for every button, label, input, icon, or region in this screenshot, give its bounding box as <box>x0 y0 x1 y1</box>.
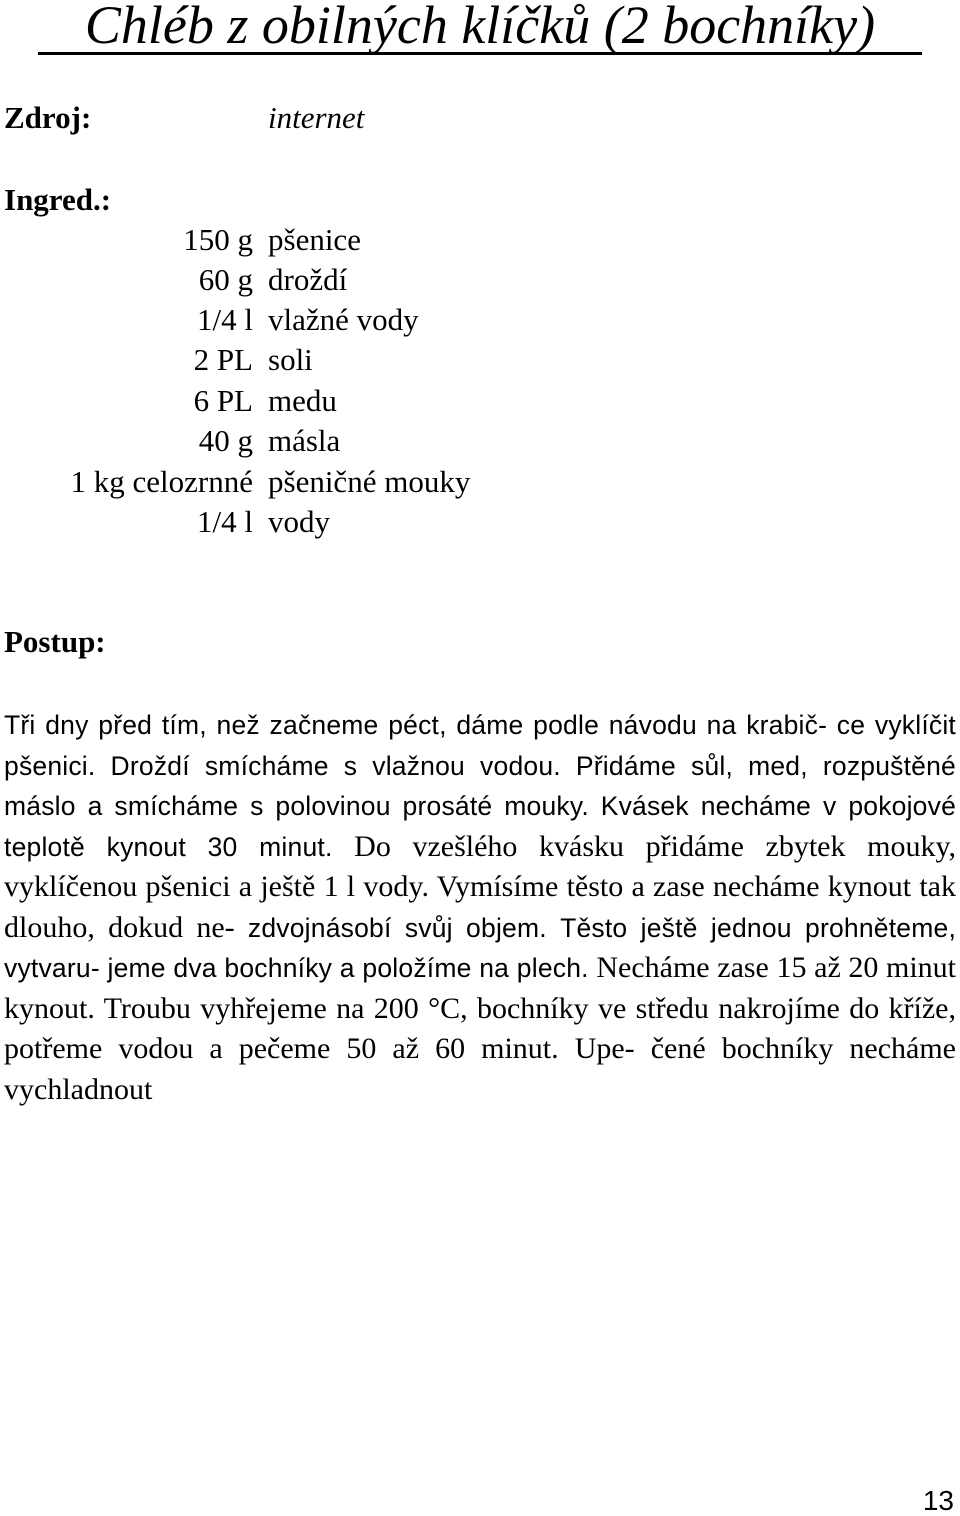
ingredient-row <box>0 340 960 380</box>
recipe-title: Chléb z obilných klíčků (2 bochníky) <box>84 0 876 55</box>
ingredient-quantity: 1 kg celozrnné <box>70 464 253 499</box>
ingredient-name: medu <box>268 383 337 418</box>
page-number: 13 <box>922 1485 954 1516</box>
ingredient-row <box>0 502 960 542</box>
method-segment: Do vzešlého kvásku přidáme zbytek mouky, vyklíčenou pšenici a ještě 1 l vody. Vymísíme těsto a zase necháme kynout tak dlouho, dokud ne- <box>4 829 957 944</box>
method-segment: Těsto ještě jednou prohněteme, vytvaru- <box>4 912 957 983</box>
method-segment: jeme dva bochníky a položíme na plech. <box>107 953 589 983</box>
ingredient-name: pšeničné mouky <box>268 464 471 499</box>
ingredient-quantity: 40 g <box>198 423 253 458</box>
ingredient-quantity: 1/4 l <box>197 302 253 337</box>
method-segment: Tři dny před tím, než začneme péct, dáme podle návodu na krabič- <box>4 710 828 740</box>
method-segment: čené bochníky necháme vychladnout <box>4 1032 957 1106</box>
ingredient-row <box>0 462 960 502</box>
method-segment: Troubu vyhřejeme na 200 °C, bochníky ve středu nakrojíme do kříže, potřeme vodou a pečeme 50 až 60 minut. Upe- <box>4 991 956 1065</box>
ingredient-name: másla <box>268 423 341 458</box>
ingredient-name: vody <box>268 504 330 539</box>
ingredient-name: vlažné vody <box>268 302 419 337</box>
ingredient-row <box>0 381 960 421</box>
source-value: internet <box>268 100 365 135</box>
source-label: Zdroj: <box>4 100 92 135</box>
method-label: Postup: <box>4 624 106 659</box>
ingredient-quantity: 6 PL <box>193 383 253 418</box>
ingredient-row <box>0 260 960 300</box>
ingredient-row <box>0 300 960 340</box>
ingredient-row <box>0 220 960 260</box>
ingredient-quantity: 150 g <box>183 222 253 257</box>
method-segment: med, rozpuštěné máslo a smícháme s polovinou prosáté mouky. <box>4 750 956 821</box>
ingredient-row <box>0 421 960 461</box>
ingredient-name: pšenice <box>268 222 361 257</box>
ingredient-name: soli <box>268 342 313 377</box>
ingredients-label: Ingred.: <box>4 182 112 217</box>
method-text <box>4 705 956 1110</box>
ingredient-name: droždí <box>268 262 348 297</box>
method-segment: Necháme zase 15 až 20 minut kynout. <box>4 951 957 1025</box>
method-segment: Kvásek necháme v pokojové teplotě kynout 30 minut. <box>4 791 957 862</box>
ingredient-quantity: 1/4 l <box>197 504 253 539</box>
ingredient-quantity: 2 PL <box>193 342 253 377</box>
title-underline <box>38 52 922 55</box>
method-segment: ce vyklíčit pšenici. Droždí smícháme s vlažnou vodou. Přidáme sůl, <box>4 710 956 781</box>
ingredient-quantity: 60 g <box>198 262 253 297</box>
method-segment: zdvojnásobí svůj objem. <box>247 912 547 943</box>
